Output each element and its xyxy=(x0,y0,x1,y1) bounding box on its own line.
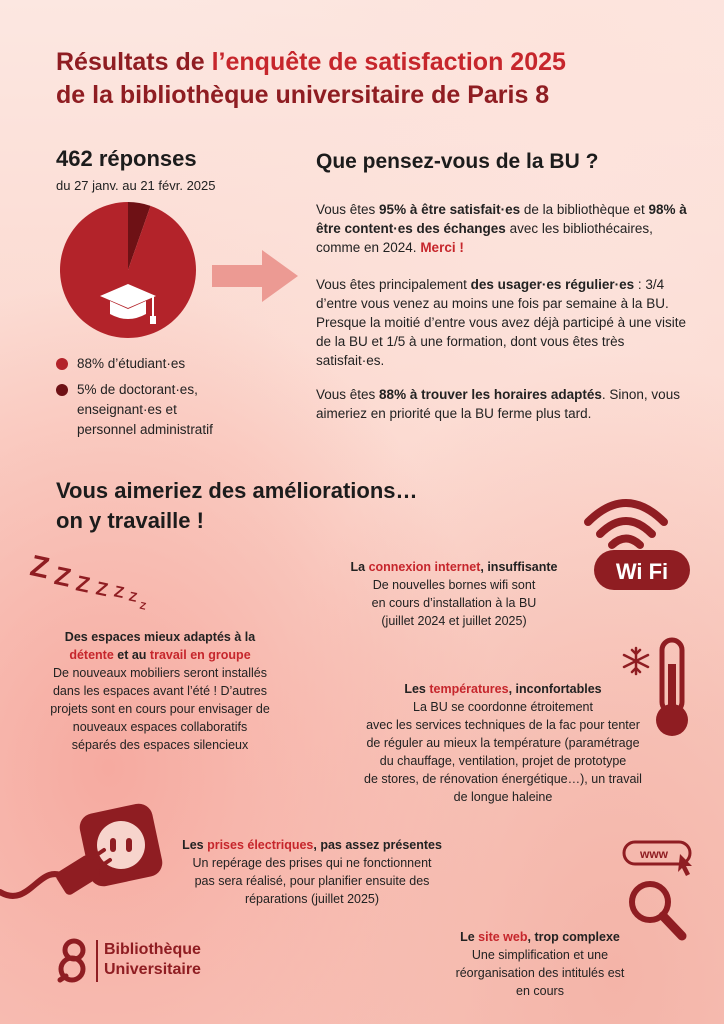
legend-dot-staff xyxy=(56,384,68,396)
section2-heading: Vous aimeriez des améliorations… on y travaille ! xyxy=(56,478,418,533)
legend-staff-label: 5% de doctorant·es, enseignant·es et personnel administratif xyxy=(77,382,213,437)
svg-text:Z: Z xyxy=(73,570,93,598)
snowflake-icon xyxy=(624,648,648,674)
espaces-title-line2: détente et au travail en groupe xyxy=(69,648,251,662)
section1-paragraph-3: Vous êtes 88% à trouver les horaires adaptés. Sinon, vous aimeriez en priorité que la BU ferme plus tard. xyxy=(316,387,680,421)
section1-paragraph-1: Vous êtes 95% à être satisfait·es de la bibliothèque et 98% à être content·es des échanges avec les bibliothécaires, comme en 2024. Merci ! xyxy=(316,202,687,255)
thermometer-icon xyxy=(618,634,708,744)
responses-dates: du 27 janv. au 21 févr. 2025 xyxy=(56,178,216,193)
svg-text:Z: Z xyxy=(112,583,126,603)
temperature-block: Les températures, inconfortables La BU se coordonne étroitement avec les services techniques de la fac pour tenter de réguler au mieux la température (paramétrage du chauffage, ventilation, projet de prototype de stores, de rénovation énergétique…), un travail de longue haleine xyxy=(318,680,688,806)
temperature-title: Les températures, inconfortables xyxy=(404,682,602,696)
wifi-block: La connexion internet, insuffisante De nouvelles bornes wifi sont en cours d’installation à la BU (juillet 2024 et juillet 2025) xyxy=(320,558,588,630)
logo-text: Bibliothèque Universitaire xyxy=(104,941,201,978)
pie-chart xyxy=(58,200,198,340)
www-label: www xyxy=(639,847,669,861)
svg-text:Z: Z xyxy=(127,588,139,605)
siteweb-block: Le site web, trop complexe Une simplification et une réorganisation des intitulés est en cours xyxy=(420,928,660,1000)
siteweb-title: Le site web, trop complexe xyxy=(460,930,620,944)
paris8-logo-icon xyxy=(56,936,92,984)
wifi-icon xyxy=(578,484,704,596)
svg-text:Z: Z xyxy=(138,600,147,613)
espaces-block: Des espaces mieux adaptés à la détente et au travail en groupe De nouveaux mobiliers seront installés dans les espaces avant l’été ! D’autres projets sont en cours pour envisager de nouveaux espaces collaboratifs séparés des espaces silencieux xyxy=(10,628,310,754)
arrow-right-icon xyxy=(212,248,300,304)
page-title xyxy=(56,46,696,112)
section1-paragraph-2: Vous êtes principalement des usager·es régulier·es : 3/4 d’entre vous venez au moins une fois par semaine à la BU. Presque la moitié d’entre vous avez déjà participé à une visite de la BU et 1/5 à une formation, dont vous êtes très satisfait·es. xyxy=(316,277,686,368)
logo-divider xyxy=(96,940,98,982)
section1-heading: Que pensez-vous de la BU ? xyxy=(316,150,599,173)
title-accent: l’enquête de satisfaction 2025 xyxy=(211,48,566,76)
legend-students-label: 88% d’étudiant·es xyxy=(77,356,186,371)
wifi-badge-text: Wi Fi xyxy=(615,559,669,584)
legend-staff xyxy=(56,380,213,440)
espaces-title-line1: Des espaces mieux adaptés à la xyxy=(64,630,256,644)
power-plug-icon xyxy=(0,800,170,920)
svg-text:Z: Z xyxy=(51,560,74,593)
title-part1: Résultats de xyxy=(56,48,212,76)
prises-title: Les prises électriques, pas assez présentes xyxy=(182,838,442,852)
svg-text:Z: Z xyxy=(27,549,53,586)
wifi-title: La connexion internet, insuffisante xyxy=(350,560,558,574)
prises-block: Les prises électriques, pas assez présentes Un repérage des prises qui ne fonctionnent pas sera réalisé, pour planifier ensuite des réparations (juillet 2025) xyxy=(160,836,464,908)
sleep-zzz-icon xyxy=(27,545,160,615)
responses-count: 462 réponses xyxy=(56,146,197,171)
svg-text:Z: Z xyxy=(94,578,110,602)
title-line2: de la bibliothèque universitaire de Paris 8 xyxy=(56,81,550,109)
legend-dot-students xyxy=(56,358,68,370)
legend-students xyxy=(56,354,185,374)
